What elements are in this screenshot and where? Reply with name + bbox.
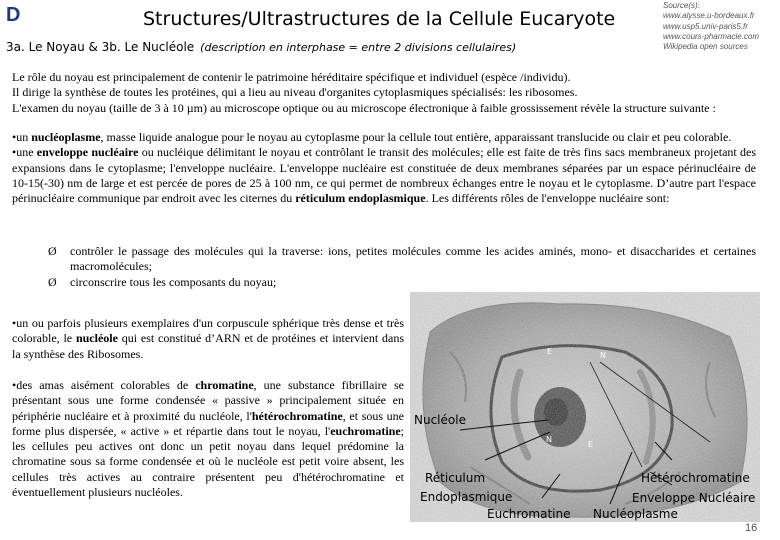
bullet-chromatine (12, 378, 404, 500)
bullet-text: •des amas aisément colorables de (12, 378, 196, 392)
bullet-text: , et sous une forme plus dispersée, « active » et répartie dans tout le noyau, l' (12, 408, 404, 438)
bullet-text: ou nucléique délimitant le noyau et contrôlant le transit des molécules; elle est faite de très fins sacs membraneux projetant des expansions dans le cytoplasme; l'enveloppe nucléaire. L'enveloppe nucléaire est constituée de deux membranes séparées par un espace périnucléaire de 10-15(-30) nm de large et est percée de pores de 25 à 100 nm, ce qui permet de nombreux échanges entre le noyau et le cytoplasme. D’autre part l'espace périnucléaire communique par endroit avec les citernes du (12, 145, 757, 206)
arrow-bullet-icon: Ø (48, 274, 57, 289)
intro-paragraph (12, 70, 756, 116)
term-nucleole: nucléole (75, 331, 118, 346)
micro-letter: E (588, 440, 594, 449)
label-nucleoplasme: Nucléoplasme (593, 507, 678, 521)
subtitle-note: (description en interphase = entre 2 divisions cellulaires) (200, 41, 517, 54)
bullet-prefix: •une (12, 145, 37, 160)
source-link[interactable]: www.alysse.u-bordeaux.fr (663, 11, 755, 21)
micro-letter: E (547, 347, 553, 356)
sub-bullet (48, 244, 756, 275)
intro-line: Il dirige la synthèse de toutes les protéines, qui a lieu au niveau d'organites cytoplasmiques spécialisés: les ribosomes. (12, 85, 578, 100)
bullet-text: qui est constitué d’ARN et de protéines et intervient dans la synthèse des Ribosomes. (12, 331, 404, 361)
bullet-text: , masse liquide analogue pour le noyau au cytoplasme pour la cellule tout entière, apparaissant translucide ou clair et peu colorable. (100, 130, 732, 144)
term-reticulum-endoplasmique: réticulum endoplasmique (295, 191, 426, 206)
sources-heading: Source(s): (663, 1, 700, 10)
sub-bullet-text: circonscrire tous les composants du noyau; (70, 274, 277, 289)
label-endoplasmique: Endoplasmique (420, 490, 513, 504)
bullet-nucleole (12, 316, 404, 362)
slide-letter: D (6, 4, 21, 26)
term-heterochromatine: hétérochromatine (251, 408, 343, 423)
micro-letter: N (546, 435, 552, 444)
source-link[interactable]: www.usp5.univ-paris5.fr (663, 21, 748, 31)
page-title: Structures/Ultrastructures de la Cellule Eucaryote (143, 8, 616, 30)
bullet-prefix: •un (12, 130, 32, 144)
nucleus-micrograph (410, 292, 760, 522)
micro-letter: N (600, 351, 606, 360)
nucleus-components-list (12, 130, 756, 206)
sub-bullet (48, 275, 756, 290)
label-heterochromatine: Hétérochromatine (641, 471, 750, 485)
intro-line: L'examen du noyau (taille de 3 à 10 µm) au microscope optique ou au microscope électronique à faible grossissement révèle la structure suivante : (12, 100, 716, 115)
label-enveloppe: Enveloppe Nucléaire (632, 491, 756, 505)
micrograph-grain (410, 292, 760, 522)
term-chromatine: chromatine (195, 378, 254, 392)
term-nucleoplasme: nucléoplasme (31, 130, 101, 144)
bullet-enveloppe (12, 145, 756, 206)
source-link[interactable]: Wikipedia open sources (663, 42, 748, 52)
intro-line: Le rôle du noyau est principalement de contenir le patrimoine héréditaire spécifique et individuel (espèce /individu). (12, 70, 571, 84)
section-subtitle (6, 40, 516, 54)
bullet-text: , une substance fibrillaire se présentant sous une forme condensée « passive » principalement située en périphérie nucléaire et à proximité du nucléole, l' (12, 378, 404, 423)
subtitle-main: 3a. Le Noyau & 3b. Le Nucléole (6, 40, 195, 54)
label-reticulum: Réticulum (425, 471, 486, 485)
sub-bullet-text: contrôler le passage des molécules qui la traverse: ions, petites molécules comme les acides aminés, mono- et disaccharides et certaines macromolécules; (70, 244, 756, 274)
bullet-text: •un ou parfois plusieurs exemplaires d'un corpuscule sphérique très dense et très colorable, le (12, 316, 404, 346)
term-euchromatine: euchromatine (330, 423, 401, 438)
page-number: 16 (745, 522, 758, 534)
arrow-bullet-icon: Ø (48, 244, 57, 258)
source-link[interactable]: www.cours-pharmacie.com (663, 31, 760, 41)
term-enveloppe-nucleaire: enveloppe nucléaire (36, 145, 139, 160)
bullet-text: . Les différents rôles de l'enveloppe nucléaire sont: (425, 191, 670, 206)
bullet-text: ; les cellules peu actives ont donc un petit noyau dans lequel prédomine la chromatine sous sa forme condensée et où le nucléole est petit voire absent, les cellules très actives au contraire présentent peu d'hétérochromatine et éventuellement plusieurs nucléoles. (12, 423, 404, 500)
bullet-nucleoplasme (12, 130, 756, 145)
sources-block (663, 1, 759, 52)
enveloppe-roles-list (48, 244, 756, 290)
label-nucleole: Nucléole (414, 413, 466, 427)
label-euchromatine: Euchromatine (487, 507, 571, 521)
